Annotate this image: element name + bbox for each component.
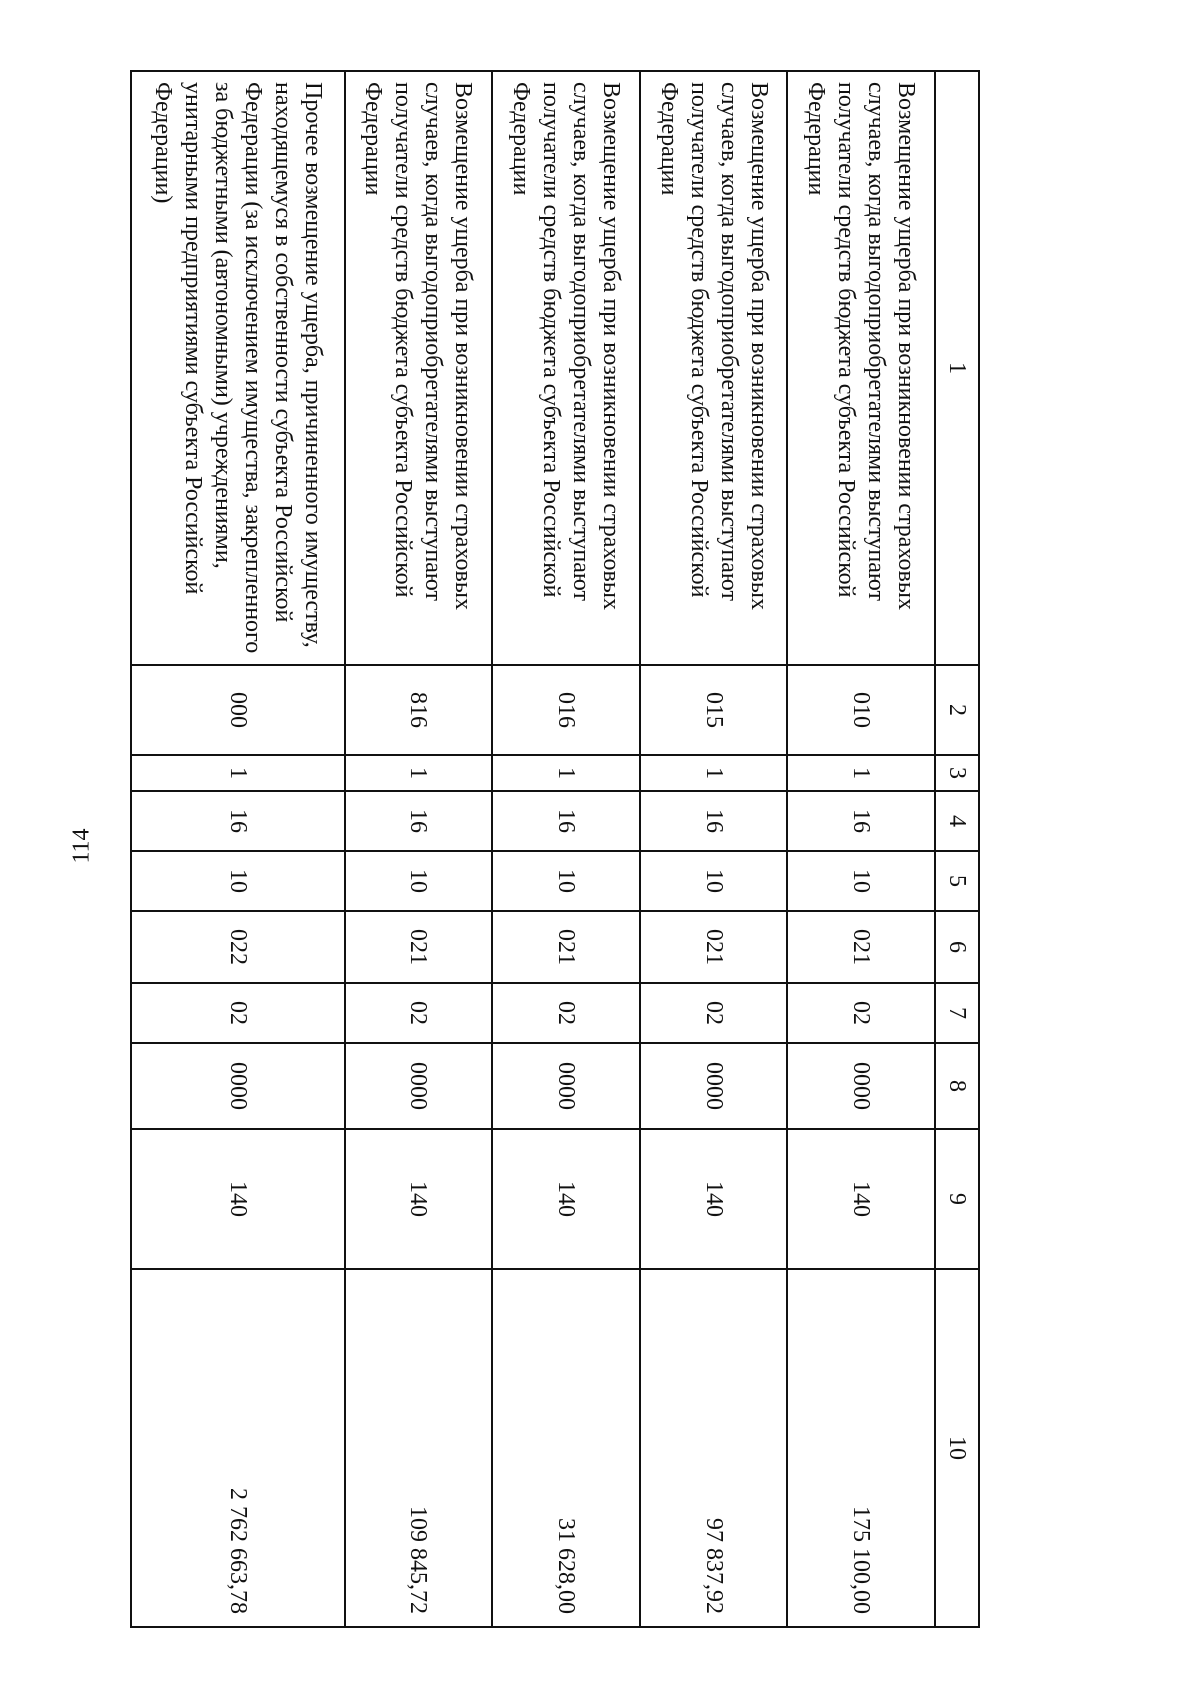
code-program: 0000 bbox=[131, 1043, 345, 1129]
code-element: 02 bbox=[640, 983, 788, 1043]
row-name: Возмещение ущерба при возникновении страховых случаев, когда выгодоприобретателями выступают получатели средств бюджета субъекта Российской Федерации bbox=[492, 71, 640, 665]
code-group: 1 bbox=[640, 755, 788, 791]
code-admin: 816 bbox=[345, 665, 493, 755]
code-article: 10 bbox=[345, 851, 493, 911]
code-element: 02 bbox=[131, 983, 345, 1043]
code-subarticle: 021 bbox=[345, 911, 493, 983]
code-article: 10 bbox=[492, 851, 640, 911]
header-col-6: 6 bbox=[935, 911, 979, 983]
code-admin: 015 bbox=[640, 665, 788, 755]
header-col-8: 8 bbox=[935, 1043, 979, 1129]
table-row bbox=[787, 71, 935, 1627]
amount: 175 100,00 bbox=[787, 1269, 935, 1627]
header-col-2: 2 bbox=[935, 665, 979, 755]
revenue-table-rotated bbox=[130, 70, 980, 1626]
amount: 2 762 663,78 bbox=[131, 1269, 345, 1627]
amount: 31 628,00 bbox=[492, 1269, 640, 1627]
code-subarticle: 021 bbox=[640, 911, 788, 983]
code-classification: 140 bbox=[640, 1129, 788, 1269]
code-element: 02 bbox=[492, 983, 640, 1043]
code-article: 10 bbox=[787, 851, 935, 911]
code-element: 02 bbox=[787, 983, 935, 1043]
code-group: 1 bbox=[345, 755, 493, 791]
header-row bbox=[935, 71, 979, 1627]
code-subarticle: 022 bbox=[131, 911, 345, 983]
header-col-3: 3 bbox=[935, 755, 979, 791]
code-classification: 140 bbox=[787, 1129, 935, 1269]
code-admin: 000 bbox=[131, 665, 345, 755]
code-subgroup: 16 bbox=[345, 791, 493, 851]
amount: 97 837,92 bbox=[640, 1269, 788, 1627]
header-col-7: 7 bbox=[935, 983, 979, 1043]
header-col-4: 4 bbox=[935, 791, 979, 851]
header-col-5: 5 bbox=[935, 851, 979, 911]
code-subgroup: 16 bbox=[640, 791, 788, 851]
code-element: 02 bbox=[345, 983, 493, 1043]
code-group: 1 bbox=[131, 755, 345, 791]
table-row bbox=[492, 71, 640, 1627]
header-col-1: 1 bbox=[935, 71, 979, 665]
amount: 109 845,72 bbox=[345, 1269, 493, 1627]
row-name: Возмещение ущерба при возникновении страховых случаев, когда выгодоприобретателями выступают получатели средств бюджета субъекта Российской Федерации bbox=[640, 71, 788, 665]
code-subarticle: 021 bbox=[787, 911, 935, 983]
code-classification: 140 bbox=[492, 1129, 640, 1269]
code-group: 1 bbox=[787, 755, 935, 791]
code-program: 0000 bbox=[345, 1043, 493, 1129]
code-group: 1 bbox=[492, 755, 640, 791]
revenue-table bbox=[130, 70, 980, 1628]
code-subgroup: 16 bbox=[492, 791, 640, 851]
code-admin: 010 bbox=[787, 665, 935, 755]
code-program: 0000 bbox=[640, 1043, 788, 1129]
table-row bbox=[131, 71, 345, 1627]
code-classification: 140 bbox=[345, 1129, 493, 1269]
row-name: Возмещение ущерба при возникновении страховых случаев, когда выгодоприобретателями выступают получатели средств бюджета субъекта Российской Федерации bbox=[787, 71, 935, 665]
header-col-9: 9 bbox=[935, 1129, 979, 1269]
table-row bbox=[640, 71, 788, 1627]
code-program: 0000 bbox=[787, 1043, 935, 1129]
header-col-10: 10 bbox=[935, 1269, 979, 1627]
row-name: Возмещение ущерба при возникновении страховых случаев, когда выгодоприобретателями выступают получатели средств бюджета субъекта Российской Федерации bbox=[345, 71, 493, 665]
table-row bbox=[345, 71, 493, 1627]
code-subarticle: 021 bbox=[492, 911, 640, 983]
code-program: 0000 bbox=[492, 1043, 640, 1129]
page-number: 114 bbox=[68, 828, 95, 864]
code-article: 10 bbox=[131, 851, 345, 911]
code-article: 10 bbox=[640, 851, 788, 911]
code-admin: 016 bbox=[492, 665, 640, 755]
code-subgroup: 16 bbox=[131, 791, 345, 851]
code-subgroup: 16 bbox=[787, 791, 935, 851]
row-name: Прочее возмещение ущерба, причиненного имуществу, находящемуся в собственности субъекта Российской Федерации (за исключением имущества, закрепленного за бюджетными (автономными) учреждениями, унитарными предприятиями субъекта Российской Федерации) bbox=[131, 71, 345, 665]
code-classification: 140 bbox=[131, 1129, 345, 1269]
